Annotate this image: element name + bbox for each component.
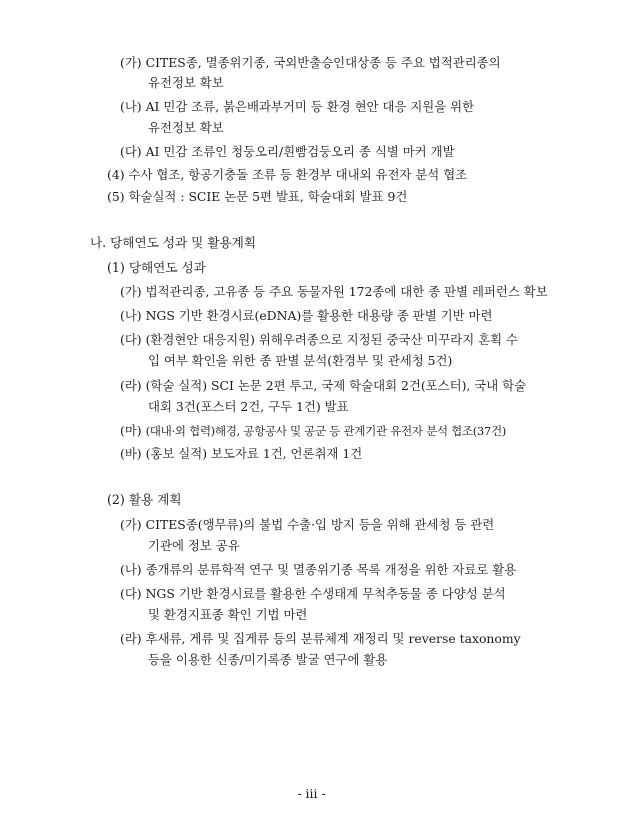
item-marker: (라) [120,631,142,646]
item-text: AI 민감 조류인 청둥오리/흰빰검둥오리 종 식별 마커 개발 [145,144,455,159]
numbered-item [107,165,467,185]
item-marker: (마) [120,423,142,438]
item-marker: (다) [120,332,142,347]
item-marker: (나) [120,99,142,114]
list-item [120,444,362,464]
item-marker: (나) [120,562,142,577]
item-continuation: 유전정보 확보 [148,120,224,135]
list-item [120,97,474,117]
item-text: 후새류, 게류 및 집게류 등의 분류체계 재정리 및 reverse taxonomy [145,631,521,646]
item-marker: (가) [120,55,142,70]
item-marker: (라) [120,378,142,393]
item-marker: (다) [120,144,142,159]
item-marker: (바) [120,446,142,461]
list-item [120,330,518,350]
list-item [120,282,548,302]
item-text: (환경현안 대응지원) 위해우려종으로 지정된 중국산 미꾸라지 혼획 수 [145,332,518,347]
item-text: 법적관리종, 고유종 등 주요 동물자원 172종에 대한 종 판별 레퍼런스 확보 [145,284,548,299]
list-item [120,142,455,162]
item-text: 학술실적 : SCIE 논문 5편 발표, 학술대회 발표 9건 [128,189,408,204]
item-text: CITES종(앵무류)의 불법 수출·입 방지 등을 위해 관세청 등 관련 [145,517,495,532]
item-continuation: 대회 3건(포스터 2건, 구두 1건) 발표 [148,399,349,414]
item-continuation: 유전정보 확보 [148,75,224,90]
list-item [120,515,494,535]
item-marker: (가) [120,284,142,299]
list-item [120,376,526,396]
item-continuation: 등을 이용한 신종/미기록종 발굴 연구에 활용 [148,652,388,667]
section-heading: 나. 당해연도 성과 및 활용계획 [90,235,257,250]
item-text: NGS 기반 환경시료를 활용한 수생태계 무척추동물 종 다양성 분석 [145,586,506,601]
numbered-item [107,187,407,207]
item-continuation: 기관에 정보 공유 [148,538,240,553]
item-marker: (다) [120,586,142,601]
item-text: AI 민감 조류, 붉은배과부거미 등 환경 현안 대응 지원을 위한 [145,99,475,114]
item-continuation: 입 여부 확인을 위한 종 판별 분석(환경부 및 관세청 5건) [148,353,453,368]
item-text: NGS 기반 환경시료(eDNA)를 활용한 대용량 종 판별 기반 마련 [145,308,493,323]
item-text: 종개류의 분류학적 연구 및 멸종위기종 목록 개정을 위한 자료로 활용 [145,562,517,577]
item-marker: (나) [120,308,142,323]
page-number: - iii - [297,786,326,801]
list-item [120,306,492,326]
item-text: (학술 실적) SCI 논문 2편 투고, 국제 학술대회 2건(포스터), 국내 학술 [145,378,527,393]
list-item [120,560,516,580]
item-text: (대내·외 협력)해경, 공항공사 및 공군 등 관계기관 유전자 분석 협조(37건) [145,424,506,438]
subsection-heading: (2) 활용 계획 [107,492,182,507]
item-text: CITES종, 멸종위기종, 국외반출승인대상종 등 주요 법적관리종의 [145,55,501,70]
list-item [120,629,521,649]
list-item [120,421,506,441]
subsection-heading: (1) 당해연도 성과 [107,260,206,275]
item-marker: (5) [107,189,125,204]
list-item [120,53,501,73]
item-marker: (4) [107,167,125,182]
item-text: 수사 협조, 항공기충돌 조류 등 환경부 대내외 유전자 분석 협조 [128,167,468,182]
item-marker: (가) [120,517,142,532]
item-text: (홍보 실적) 보도자료 1건, 언론취재 1건 [145,446,363,461]
list-item [120,584,506,604]
item-continuation: 및 환경지표종 확인 기법 마련 [148,607,308,622]
